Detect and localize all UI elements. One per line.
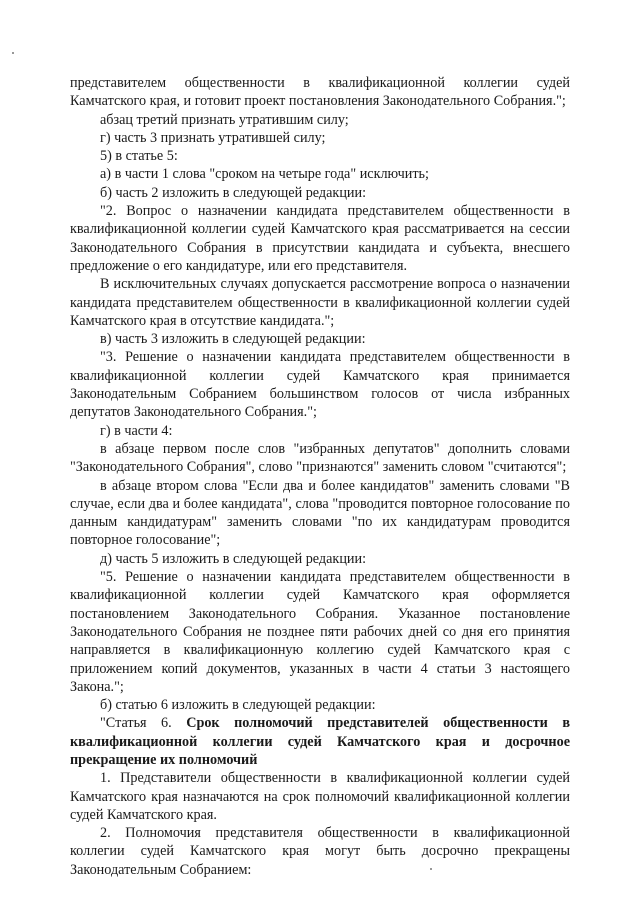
paragraph: г) часть 3 признать утратившей силу; xyxy=(100,129,326,146)
paragraph: представителем общественности в квалификационной коллегии судей Камчатского края, и готовит проект постановления Законодательного Собрания."; xyxy=(70,75,570,110)
paragraph: в) часть 3 изложить в следующей редакции: xyxy=(100,331,366,348)
paragraph: д) часть 5 изложить в следующей редакции: xyxy=(100,550,367,567)
scan-speck xyxy=(430,868,432,870)
article-heading xyxy=(70,714,570,769)
paragraph: абзац третий признать утратившим силу; xyxy=(100,111,349,128)
paragraph: б) статью 6 изложить в следующей редакции: xyxy=(100,697,376,714)
paragraph: "3. Решение о назначении кандидата представителем общественности в квалификационной коллегии судей Камчатского края принимается Законодательным Собранием большинством голосов от числа избранных депутатов Законодательного Собрания."; xyxy=(70,349,570,421)
paragraph: в абзаце первом после слов "избранных депутатов" дополнить словами "Законодательного Собрания", слово "признаются" заменить словом "считаются"; xyxy=(70,440,570,476)
article-title: Срок полномочий представителей общественности в квалификационной коллегии судей Камчатского края и досрочное прекращение их полномочий xyxy=(70,715,570,768)
paragraph: 2. Полномочия представителя общественности в квалификационной коллегии судей Камчатского края могут быть досрочно прекращены Законодательным Собранием: xyxy=(70,825,570,878)
paragraph: В исключительных случаях допускается рассмотрение вопроса о назначении кандидата представителем общественности в квалификационной коллегии судей Камчатского края в отсутствие кандидата."; xyxy=(70,276,570,329)
paragraph: 1. Представители общественности в квалификационной коллегии судей Камчатского края назначаются на срок полномочий квалификационной коллегии судей Камчатского края. xyxy=(70,770,570,823)
document-body xyxy=(70,74,570,879)
paragraph: а) в части 1 слова "сроком на четыре года" исключить; xyxy=(100,166,429,183)
paragraph: "2. Вопрос о назначении кандидата представителем общественности в квалификационной коллегии судей Камчатского края рассматривается на сессии Законодательного Собрания в присутствии кандидата и субъекта, внесшего предложение о его кандидатуре, или его представителя. xyxy=(70,203,570,274)
article-prefix: "Статья 6. xyxy=(100,715,187,732)
paragraph: 5) в статье 5: xyxy=(100,148,178,165)
paragraph: в абзаце втором слова "Если два и более кандидатов" заменить словами "В случае, если два и более кандидата", слова "проводится повторное голосование по данным кандидатурам" заменить словами "по их кандидатурам проводится повторное голосование"; xyxy=(70,477,570,549)
paragraph: г) в части 4: xyxy=(100,422,173,439)
paragraph: б) часть 2 изложить в следующей редакции: xyxy=(100,184,367,201)
scan-speck xyxy=(12,52,14,54)
paragraph: "5. Решение о назначении кандидата представителем общественности в квалификационной коллегии судей Камчатского края оформляется постановлением Законодательного Собрания. Указанное постановление Законодательного Собрания не позднее пяти рабочих дней со дня его принятия направляется в квалификационную коллегию судей Камчатского края с приложением копий документов, указанных в части 4 статьи 3 настоящего Закона."; xyxy=(70,569,570,695)
